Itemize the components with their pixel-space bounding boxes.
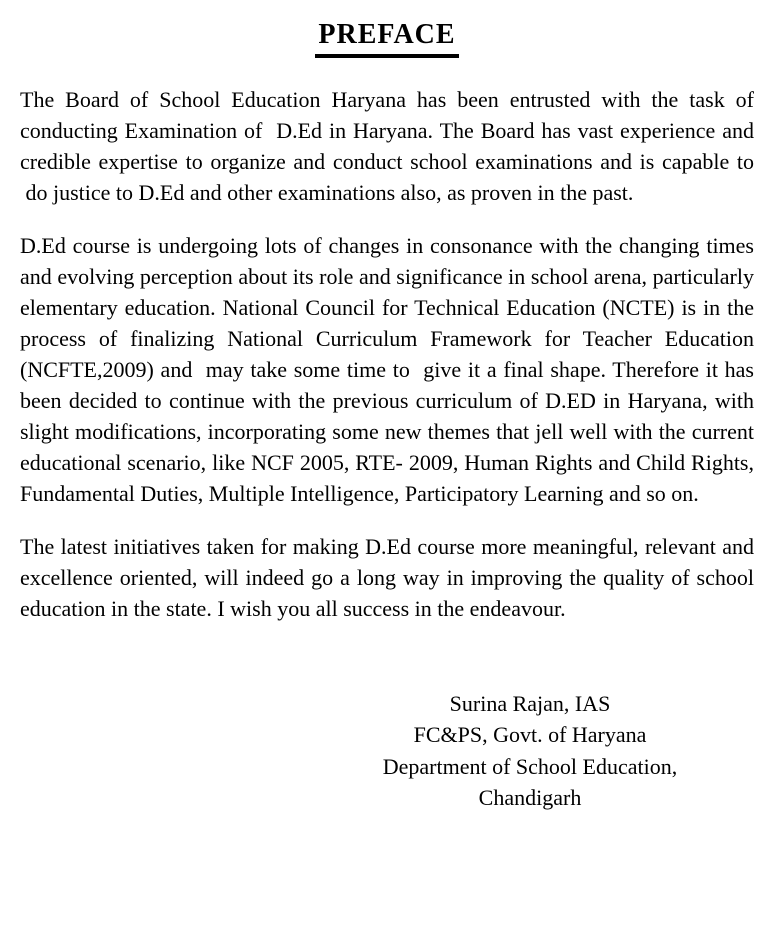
page-title-text: PREFACE bbox=[315, 20, 458, 58]
signature-designation: FC&PS, Govt. of Haryana bbox=[413, 722, 647, 748]
signature-place: Chandigarh bbox=[478, 785, 582, 811]
preface-paragraph-2: D.Ed course is undergoing lots of changes in consonance with the changing times and evolving perception about its role and significance in school arena, particularly elementary education. National Council for Technical Education (NCTE) is in the process of finalizing National Curriculum Framework for Teacher Education (NCFTE,2009) and may take some time to give it a final shape. Therefore it has been decided to continue with the previous curriculum of D.ED in Haryana, with slight modifications, incorporating some new themes that jell well with the current educational scenario, like NCF 2005, RTE- 2009, Human Rights and Child Rights, Fundamental Duties, Multiple Intelligence, Participatory Learning and so on. bbox=[20, 232, 754, 506]
preface-paragraph-1: The Board of School Education Haryana has been entrusted with the task of conducting Examination of D.Ed in Haryana. The Board has vast experience and credible expertise to organize and conduct school examinations and is capable to do justice to D.Ed and other examinations also, as proven in the past. bbox=[20, 86, 754, 205]
signature-department: Department of School Education, bbox=[382, 753, 678, 779]
preface-paragraph-3: The latest initiatives taken for making D.Ed course more meaningful, relevant and excellence oriented, will indeed go a long way in improving the quality of school education in the state. I wish you all success in the endeavour. bbox=[20, 533, 754, 621]
signature-name: Surina Rajan, IAS bbox=[449, 690, 611, 716]
signature-block bbox=[350, 688, 710, 814]
page-title bbox=[20, 20, 754, 58]
